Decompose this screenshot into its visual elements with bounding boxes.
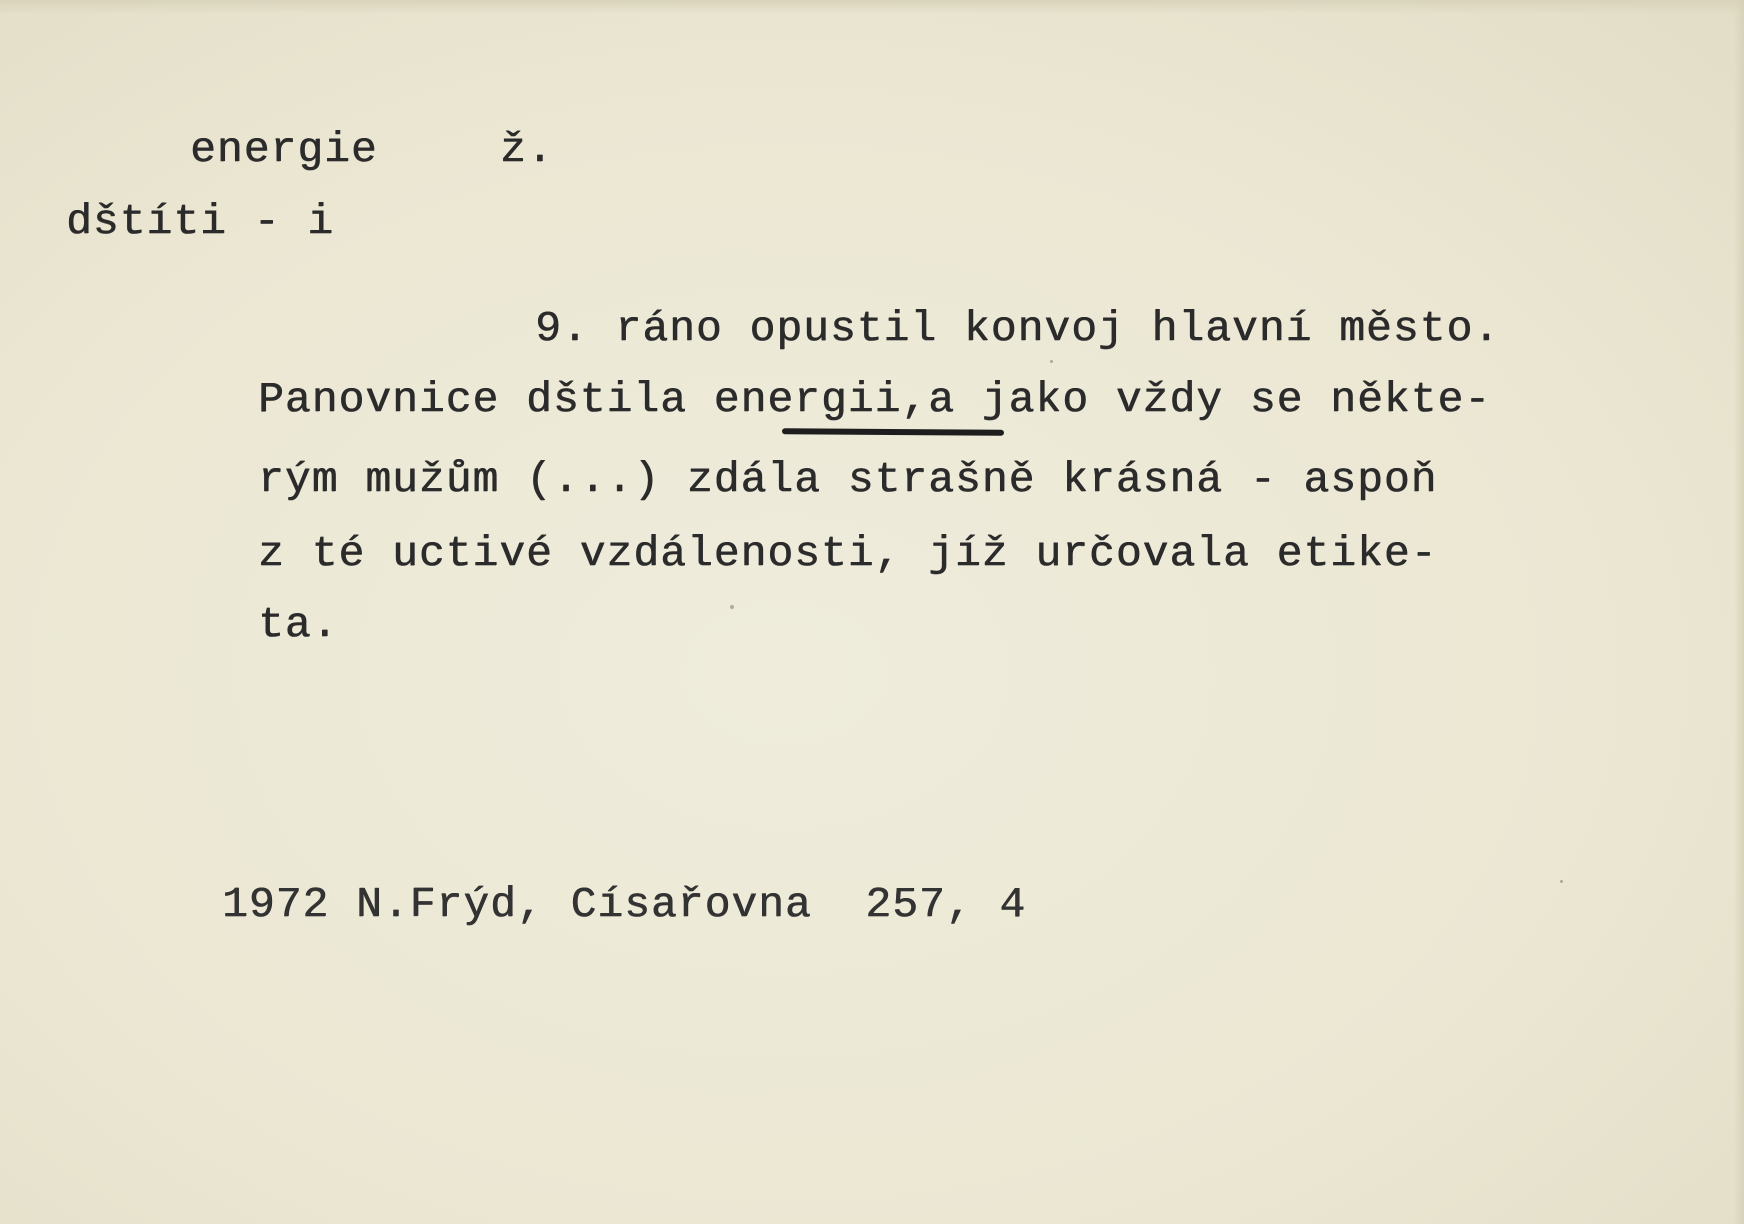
entry-verb: dštíti - i xyxy=(66,197,335,246)
text-line-1: 9. ráno opustil konvoj hlavní město. xyxy=(535,304,1500,353)
underline-mark xyxy=(782,428,1004,436)
headword: energie xyxy=(190,125,378,174)
paper-speck xyxy=(730,605,734,609)
grammatical-gender: ž. xyxy=(500,125,554,174)
text-line-3: rým mužům (...) zdála strašně krásná - aspoň xyxy=(258,455,1438,504)
source-citation: 1972 N.Frýd, Císařovna 257, 4 xyxy=(222,880,1027,929)
paper-speck xyxy=(1560,880,1563,883)
text-line-4: z té uctivé vzdálenosti, jíž určovala etike- xyxy=(258,529,1438,578)
text-line-5: ta. xyxy=(258,600,339,649)
text-line-2: Panovnice dštila energii,a jako vždy se někte- xyxy=(258,375,1491,424)
paper-speck xyxy=(1050,360,1053,363)
